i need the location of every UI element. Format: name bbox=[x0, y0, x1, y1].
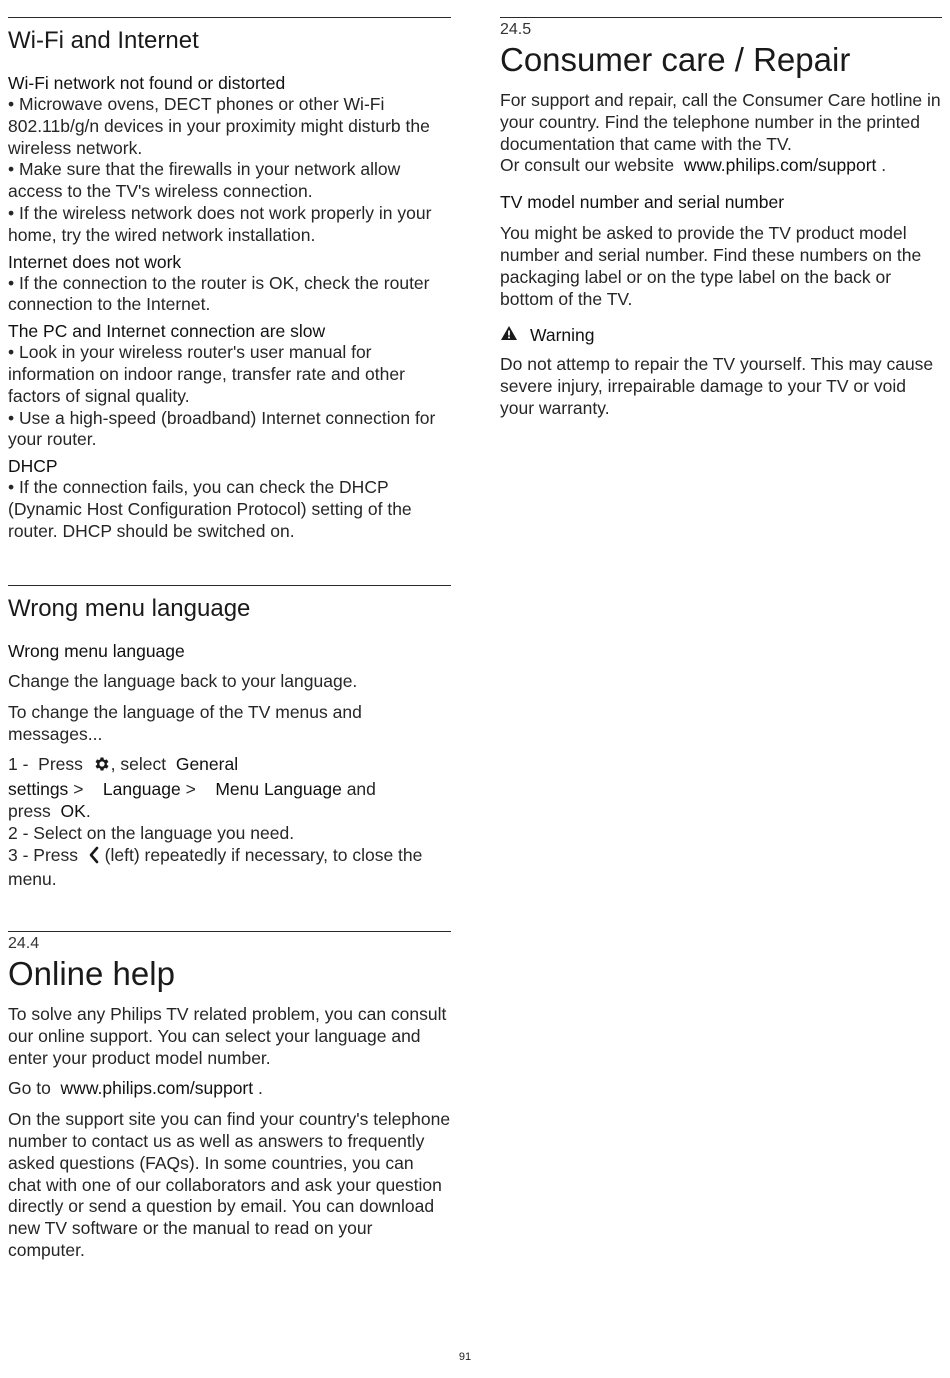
wifi-bullet-7: • If the connection fails, you can check the DHCP (Dynamic Host Configuration Protocol) setting of the router. DHCP should be switched on. bbox=[8, 477, 412, 541]
language-section bbox=[8, 585, 451, 891]
language-paragraph-1: Change the language back to your language. bbox=[8, 671, 358, 691]
consumer-support-link[interactable]: www.philips.com/support bbox=[683, 155, 877, 176]
language-step-1: 1 - Press , select General settings > Language > Menu Language and press OK. bbox=[8, 754, 376, 821]
wifi-section bbox=[8, 17, 451, 543]
step-3-press: 3 - Press bbox=[8, 844, 79, 865]
step-1-select: , select bbox=[110, 754, 167, 775]
online-help-goto: Go to www.philips.com/support . bbox=[8, 1078, 263, 1099]
language-step-3 bbox=[8, 845, 451, 892]
consumer-care-warning-text: Do not attemp to repair the TV yourself. This may cause severe injury, irrepairable damage to your TV or void your warranty. bbox=[500, 354, 934, 418]
wifi-subheading-slow: The PC and Internet connection are slow bbox=[8, 321, 326, 342]
consumer-care-number: 24.5 bbox=[500, 21, 532, 38]
wifi-subheading-not-found: Wi-Fi network not found or distorted bbox=[8, 73, 286, 93]
wifi-bullet-5: • Look in your wireless router's user manual for information on indoor range, transfer rate and other factors of signal quality. bbox=[8, 342, 405, 406]
step-1-and: and bbox=[346, 779, 376, 800]
model-number-subheading: TV model number and serial number bbox=[500, 192, 785, 213]
arrow-2: > bbox=[185, 779, 196, 800]
consumer-care-title: Consumer care / Repair bbox=[500, 41, 851, 78]
warning-heading bbox=[500, 324, 942, 346]
gear-icon bbox=[93, 755, 111, 779]
step-1-press: Press bbox=[38, 754, 83, 775]
warning-label: Warning bbox=[530, 325, 595, 346]
wifi-bullet-4: • If the connection to the router is OK, check the router connection to the Internet. bbox=[8, 272, 430, 315]
wifi-bullet-1: • Microwave ovens, DECT phones or other Wi-Fi 802.11b/g/n devices in your proximity might disturb the wireless network. bbox=[8, 94, 430, 158]
wifi-title: Wi-Fi and Internet bbox=[8, 27, 199, 54]
general-settings-label: General bbox=[175, 754, 239, 775]
consult-website-label: Or consult our website bbox=[500, 155, 675, 176]
step-3-rest: (left) repeatedly if necessary, to close the menu. bbox=[8, 844, 423, 890]
language-subheading: Wrong menu language bbox=[8, 641, 185, 661]
online-help-paragraph-1: To solve any Philips TV related problem, you can consult our online support. You can select your language and enter your product model number. bbox=[8, 1004, 447, 1068]
page-number: 91 bbox=[458, 1351, 472, 1363]
arrow-1: > bbox=[73, 779, 84, 800]
online-help-number: 24.4 bbox=[8, 935, 40, 952]
chevron-left-icon bbox=[88, 846, 100, 870]
language-title: Wrong menu language bbox=[8, 595, 251, 622]
warning-triangle-icon bbox=[500, 324, 518, 346]
menu-language-label: Menu Language bbox=[215, 779, 342, 800]
ok-key-label: OK bbox=[60, 800, 86, 821]
wifi-subheading-internet: Internet does not work bbox=[8, 251, 182, 272]
wifi-subheading-dhcp: DHCP bbox=[8, 456, 58, 477]
consumer-care-section bbox=[500, 17, 942, 420]
online-help-section bbox=[8, 931, 451, 1262]
consumer-care-paragraph-2: You might be asked to provide the TV product model number and serial number. Find these numbers on the packaging label or on the type label on the back or bottom of the TV. bbox=[500, 223, 922, 309]
wifi-bullet-6: • Use a high-speed (broadband) Internet connection for your router. bbox=[8, 407, 436, 450]
goto-label: Go to bbox=[8, 1078, 51, 1099]
step-1-number: 1 - bbox=[8, 754, 29, 775]
language-menu-label: Language bbox=[102, 779, 181, 800]
language-paragraph-2: To change the language of the TV menus and messages... bbox=[8, 701, 362, 744]
support-link[interactable]: www.philips.com/support bbox=[60, 1078, 254, 1099]
step-1-press-2: press bbox=[8, 800, 51, 821]
online-help-paragraph-3: On the support site you can find your country's telephone number to contact us as well as answers to frequently asked questions (FAQs). In some countries, you can chat with one of our collaborators and ask your question directly or send a question by email. You can download new TV software or the manual to read on your computer. bbox=[8, 1109, 451, 1260]
wifi-bullet-3: • If the wireless network does not work properly in your home, try the wired network installation. bbox=[8, 202, 432, 245]
consumer-care-website: Or consult our website www.philips.com/support . bbox=[500, 155, 887, 176]
online-help-title: Online help bbox=[8, 955, 175, 992]
consumer-care-paragraph-1: For support and repair, call the Consumer Care hotline in your country. Find the telephone number in the printed documentation that came with the TV. bbox=[500, 90, 941, 154]
settings-label: settings bbox=[8, 779, 69, 800]
language-step-2: 2 - Select on the language you need. bbox=[8, 822, 295, 843]
wifi-bullet-2: • Make sure that the firewalls in your network allow access to the TV's wireless connection. bbox=[8, 159, 401, 202]
